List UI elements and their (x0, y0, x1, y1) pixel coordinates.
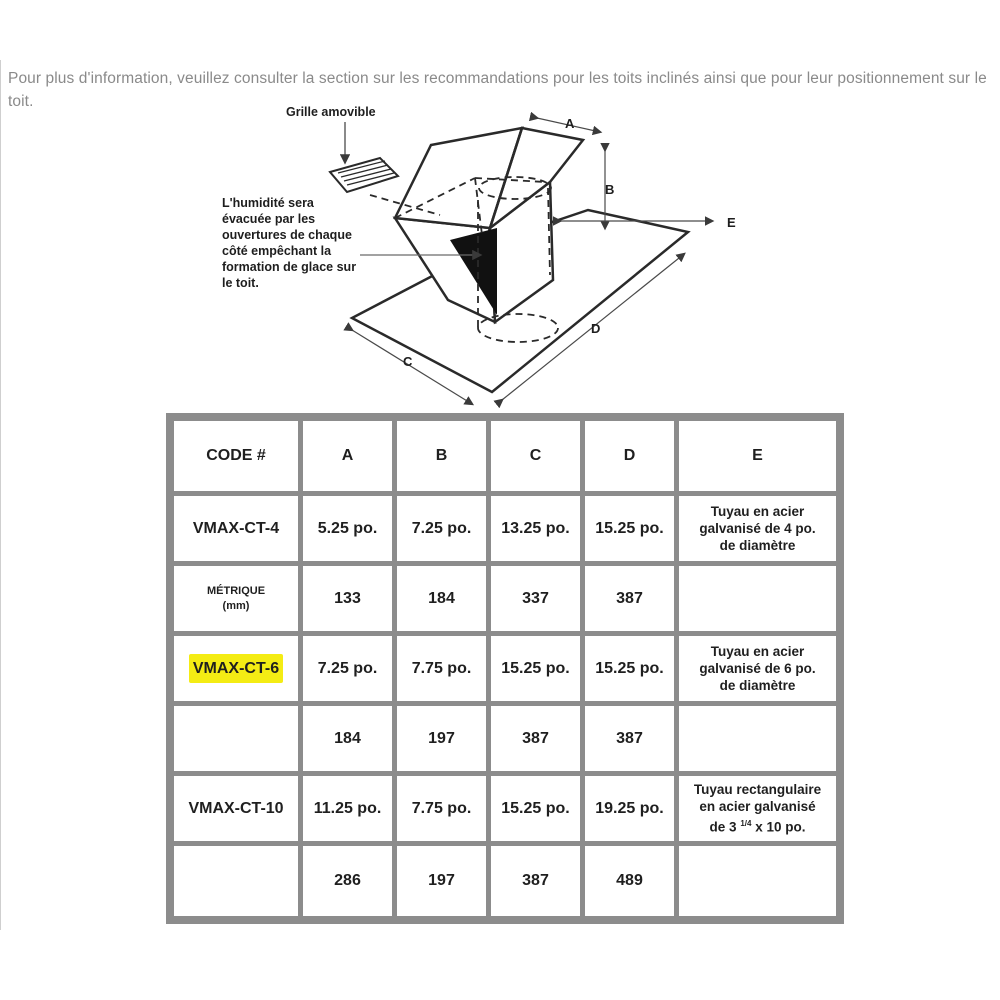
cell-d: 387 (585, 566, 674, 631)
cell-d: 19.25 po. (585, 776, 674, 841)
cell-c: 387 (491, 846, 580, 916)
humidity-note (222, 196, 356, 290)
cell-a: 7.25 po. (303, 636, 392, 701)
dim-d-label: D (591, 321, 601, 336)
cell-a: 286 (303, 846, 392, 916)
cell-c: 337 (491, 566, 580, 631)
cell-c: 387 (491, 706, 580, 771)
table-row (174, 636, 836, 701)
cell-code (174, 566, 298, 631)
cell-b: 7.75 po. (397, 636, 486, 701)
cell-e-line: de 3 (709, 819, 737, 835)
cell-e-line: galvanisé de 6 po. (699, 661, 816, 676)
cell-c: 15.25 po. (491, 636, 580, 701)
cell-a: 133 (303, 566, 392, 631)
cell-a: 5.25 po. (303, 496, 392, 561)
cell-e (679, 566, 836, 631)
cell-d: 489 (585, 846, 674, 916)
cell-b: 7.75 po. (397, 776, 486, 841)
humidity-line: évacuée par les (222, 212, 316, 226)
cell-code: VMAX-CT-10 (174, 776, 298, 841)
cell-code: VMAX-CT-4 (174, 496, 298, 561)
cell-b: 7.25 po. (397, 496, 486, 561)
header-code: CODE # (174, 421, 298, 491)
spec-table (166, 413, 844, 924)
cell-a: 11.25 po. (303, 776, 392, 841)
cell-e-line: x 10 po. (751, 819, 806, 835)
cell-code (174, 636, 298, 701)
header-c: C (491, 421, 580, 491)
cell-e (679, 496, 836, 561)
cell-e (679, 776, 836, 841)
cell-b: 197 (397, 846, 486, 916)
table-header-row (174, 421, 836, 491)
dim-b-label: B (605, 182, 615, 197)
cell-e (679, 706, 836, 771)
cell-e-line: Tuyau rectangulaire (693, 782, 822, 798)
humidity-line: L'humidité sera (222, 196, 314, 210)
humidity-line: le toit. (222, 276, 259, 290)
cell-e-line: Tuyau en acier (710, 644, 805, 659)
cell-e-line: en acier galvanisé (699, 799, 816, 815)
header-d: D (585, 421, 674, 491)
table-row (174, 776, 836, 841)
dim-c-label: C (403, 354, 413, 369)
intro-paragraph: Pour plus d'information, veuillez consulter la section sur les recommandations pour les toits inclinés ainsi que pour leur positionnement sur le toit. (8, 70, 987, 110)
humidity-line: formation de glace sur (222, 260, 357, 274)
cell-code (174, 846, 298, 916)
header-e: E (679, 421, 836, 491)
cell-b: 184 (397, 566, 486, 631)
metric-label: MÉTRIQUE (206, 584, 266, 597)
table-row (174, 846, 836, 916)
fraction-sup: 1/4 (740, 819, 752, 829)
humidity-line: côté empêchant la (222, 244, 332, 258)
metric-unit: (mm) (222, 599, 250, 612)
cell-b: 197 (397, 706, 486, 771)
cell-e (679, 846, 836, 916)
cell-e (679, 636, 836, 701)
cell-e-line: de diamètre (719, 538, 796, 553)
highlighted-code: VMAX-CT-6 (189, 654, 283, 683)
grille-label: Grille amovible (286, 105, 376, 119)
cell-a: 184 (303, 706, 392, 771)
header-b: B (397, 421, 486, 491)
dim-a-label: A (565, 116, 575, 131)
cell-c: 15.25 po. (491, 776, 580, 841)
cell-e-line: de diamètre (719, 678, 796, 693)
dim-e-label: E (727, 215, 736, 230)
cell-e-line: galvanisé de 4 po. (699, 521, 816, 536)
cell-d: 387 (585, 706, 674, 771)
cell-e-line: Tuyau en acier (710, 504, 805, 519)
humidity-line: ouvertures de chaque (222, 228, 352, 242)
cell-d: 15.25 po. (585, 496, 674, 561)
table-row (174, 496, 836, 561)
cell-d: 15.25 po. (585, 636, 674, 701)
table-row (174, 706, 836, 771)
cell-code (174, 706, 298, 771)
cell-c: 13.25 po. (491, 496, 580, 561)
roof-vent-diagram (0, 0, 1000, 420)
header-a: A (303, 421, 392, 491)
grille-icon (330, 158, 398, 192)
table-row (174, 566, 836, 631)
